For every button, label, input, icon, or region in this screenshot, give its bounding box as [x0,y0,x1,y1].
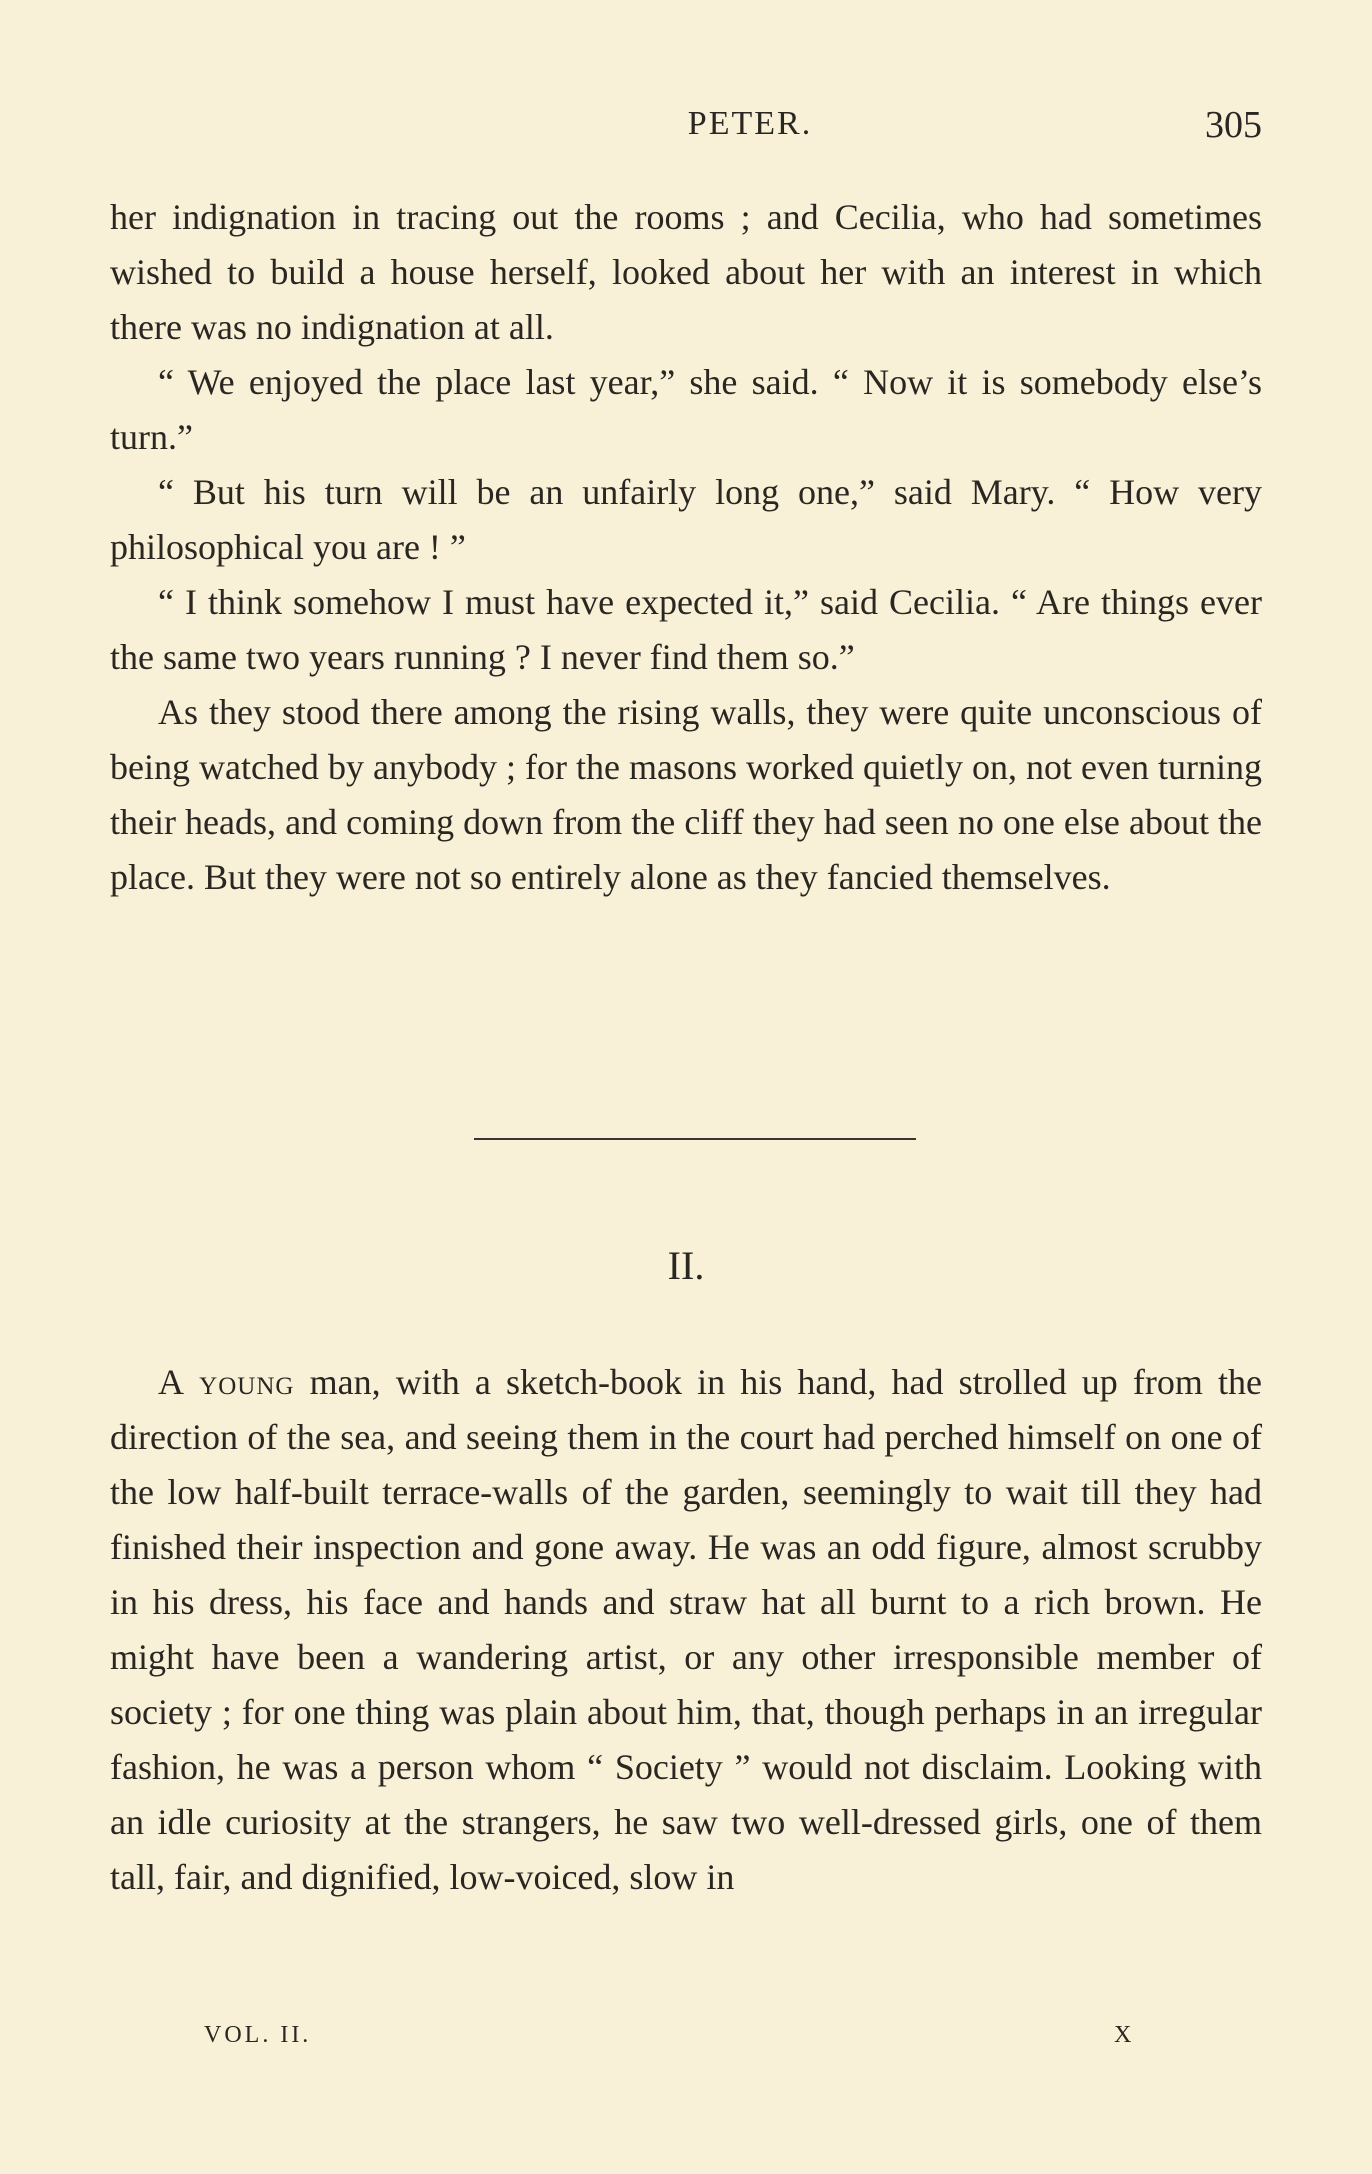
section-number: II. [667,1243,705,1288]
section-opening-words: A young [158,1362,295,1402]
page-number: 305 [1205,104,1262,146]
running-title: PETER. [687,105,813,142]
section-text-block [110,1355,1262,1905]
paragraph: “ I think somehow I must have expected it,” said Cecilia. “ Are things ever the same two years running ? I never find them so.” [110,582,1262,677]
volume-mark: VOL. II. [204,2022,312,2048]
paragraph: “ But his turn will be an unfairly long one,” said Mary. “ How very philosophical you are ! ” [110,472,1262,567]
paragraph: As they stood there among the rising walls, they were quite unconscious of being watched by anybody ; for the masons worked quietly on, not even turning their heads, and coming down from the cliff they had seen no one else about the place. But they were not so entirely alone as they fancied themselves. [110,692,1262,897]
top-text-block [110,190,1262,905]
section-paragraph-text: man, with a sketch-book in his hand, had strolled up from the direction of the sea, and seeing them in the court had perched himself on one of the low half-built terrace-walls of the garden, seemingly to wait till they had finished their inspection and gone away. He was an odd figure, almost scrubby in his dress, his face and hands and straw hat all burnt to a rich brown. He might have been a wandering artist, or any other irresponsible member of society ; for one thing was plain about him, that, though perhaps in an irregular fashion, he was a person whom “ Society ” would not disclaim. Looking with an idle curiosity at the strangers, he saw two well-dressed girls, one of them tall, fair, and dignified, low-voiced, slow in [110,1362,1262,1897]
page-edge-marker [0,0,1,1]
section-divider [474,1138,916,1140]
section-paragraph [110,1355,1262,1905]
running-header [110,105,1262,151]
signature-mark: X [1114,2022,1135,2048]
paragraph: her indignation in tracing out the rooms ; and Cecilia, who had sometimes wished to build a house herself, looked about her with an interest in which there was no indignation at all. [110,197,1262,347]
paragraph: “ We enjoyed the place last year,” she said. “ Now it is somebody else’s turn.” [110,362,1262,457]
